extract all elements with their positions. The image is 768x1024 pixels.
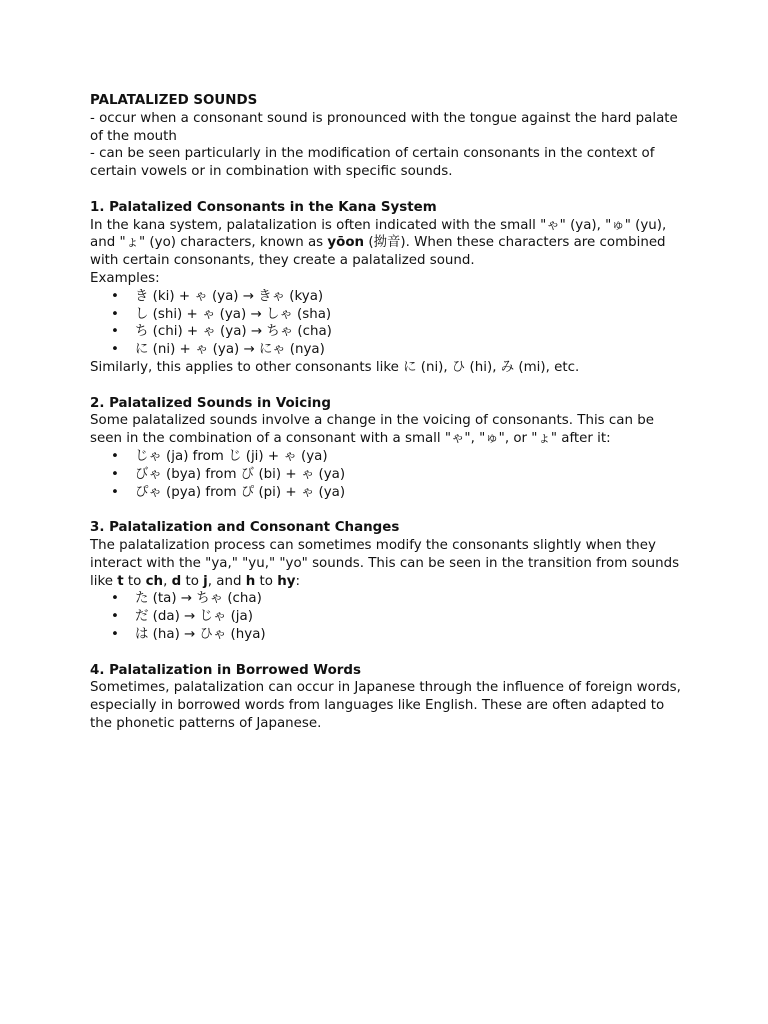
- bullet-glyph: •: [111, 448, 119, 464]
- document-body: [90, 92, 690, 733]
- bold-term: yōon: [327, 235, 365, 251]
- bold-term: h: [245, 573, 256, 589]
- bullet-glyph: •: [111, 306, 119, 322]
- text-run: to: [255, 573, 278, 589]
- bullet-glyph: •: [111, 342, 119, 358]
- section-heading: 2. Palatalized Sounds in Voicing: [90, 395, 331, 411]
- text-run: :: [295, 573, 301, 589]
- bullet-glyph: •: [111, 288, 119, 304]
- bullet-glyph: •: [111, 324, 119, 340]
- section-heading: 1. Palatalized Consonants in the Kana System: [90, 199, 437, 215]
- list-item: [90, 448, 690, 466]
- bold-term: t: [117, 573, 124, 589]
- list-item-text: し (shi) + ゃ (ya) → しゃ (sha): [135, 306, 332, 322]
- list-item-text: は (ha) → ひゃ (hya): [135, 626, 266, 642]
- list-item-text: だ (da) → じゃ (ja): [135, 609, 253, 625]
- bullet-glyph: •: [111, 484, 119, 500]
- bold-term: ch: [145, 573, 164, 589]
- list-item-text: き (ki) + ゃ (ya) → きゃ (kya): [135, 288, 324, 304]
- list-item: [90, 484, 690, 502]
- bullet-glyph: •: [111, 609, 119, 625]
- bold-term: hy: [277, 573, 296, 589]
- list-item: [90, 306, 690, 324]
- list-item: [90, 466, 690, 484]
- list-item-text: に (ni) + ゃ (ya) → にゃ (nya): [135, 342, 325, 358]
- bullet-glyph: •: [111, 626, 119, 642]
- text-run: , and: [207, 573, 246, 589]
- list-item-text: びゃ (bya) from び (bi) + ゃ (ya): [135, 466, 346, 482]
- intro-line: - can be seen particularly in the modification of certain consonants in the context of certain vowels or in combination with specific sounds.: [90, 146, 655, 180]
- paragraph-spacer: [90, 181, 690, 199]
- bullet-glyph: •: [111, 591, 119, 607]
- bullet-list: [90, 448, 690, 501]
- text-run: ,: [163, 573, 172, 589]
- list-item: [90, 288, 690, 306]
- list-item: [90, 626, 690, 644]
- paragraph-spacer: [90, 377, 690, 395]
- bullet-glyph: •: [111, 466, 119, 482]
- document-title: PALATALIZED SOUNDS: [90, 93, 258, 108]
- list-item: [90, 341, 690, 359]
- bullet-list: [90, 590, 690, 643]
- bullet-list: [90, 288, 690, 359]
- examples-label: Examples:: [90, 270, 160, 286]
- list-item: [90, 608, 690, 626]
- paragraph-spacer: [90, 501, 690, 519]
- bold-term: d: [171, 573, 182, 589]
- list-item-text: じゃ (ja) from じ (ji) + ゃ (ya): [135, 448, 328, 464]
- list-item: [90, 590, 690, 608]
- list-item: [90, 323, 690, 341]
- section-paragraph: [90, 537, 690, 590]
- section-heading: 4. Palatalization in Borrowed Words: [90, 662, 361, 678]
- list-item-text: ぴゃ (pya) from ぴ (pi) + ゃ (ya): [135, 484, 346, 500]
- text-run: to: [181, 573, 204, 589]
- list-item-text: た (ta) → ちゃ (cha): [135, 591, 262, 607]
- bold-term: j: [203, 573, 208, 589]
- section-heading: 3. Palatalization and Consonant Changes: [90, 520, 400, 536]
- paragraph-spacer: [90, 644, 690, 662]
- section-paragraph: Sometimes, palatalization can occur in Japanese through the influence of foreign words, especially in borrowed words from languages like English. These are often adapted to the phonetic patterns of Japanese.: [90, 680, 681, 731]
- intro-line: - occur when a consonant sound is pronounced with the tongue against the hard palate of the mouth: [90, 110, 678, 144]
- text-run: The palatalization process can sometimes modify the consonants slightly when they interact with the "ya," "yu," "yo" sounds. This can be seen in the transition from sounds like: [90, 537, 680, 589]
- text-run: In the kana system, palatalization is often indicated with the small "ゃ" (ya), "ゅ" (yu), and "ょ" (yo) characters, known as: [90, 217, 667, 251]
- section-paragraph: [90, 217, 690, 270]
- list-item-text: ち (chi) + ゃ (ya) → ちゃ (cha): [135, 324, 332, 340]
- section-paragraph: Similarly, this applies to other consonants like に (ni), ひ (hi), み (mi), etc.: [90, 359, 580, 375]
- text-run: to: [123, 573, 146, 589]
- section-paragraph: Some palatalized sounds involve a change in the voicing of consonants. This can be seen in the combination of a consonant with a small "ゃ", "ゅ", or "ょ" after it:: [90, 413, 654, 447]
- text-run: (拗音). When these characters are combined with certain consonants, they create a palatalized sound.: [90, 235, 666, 269]
